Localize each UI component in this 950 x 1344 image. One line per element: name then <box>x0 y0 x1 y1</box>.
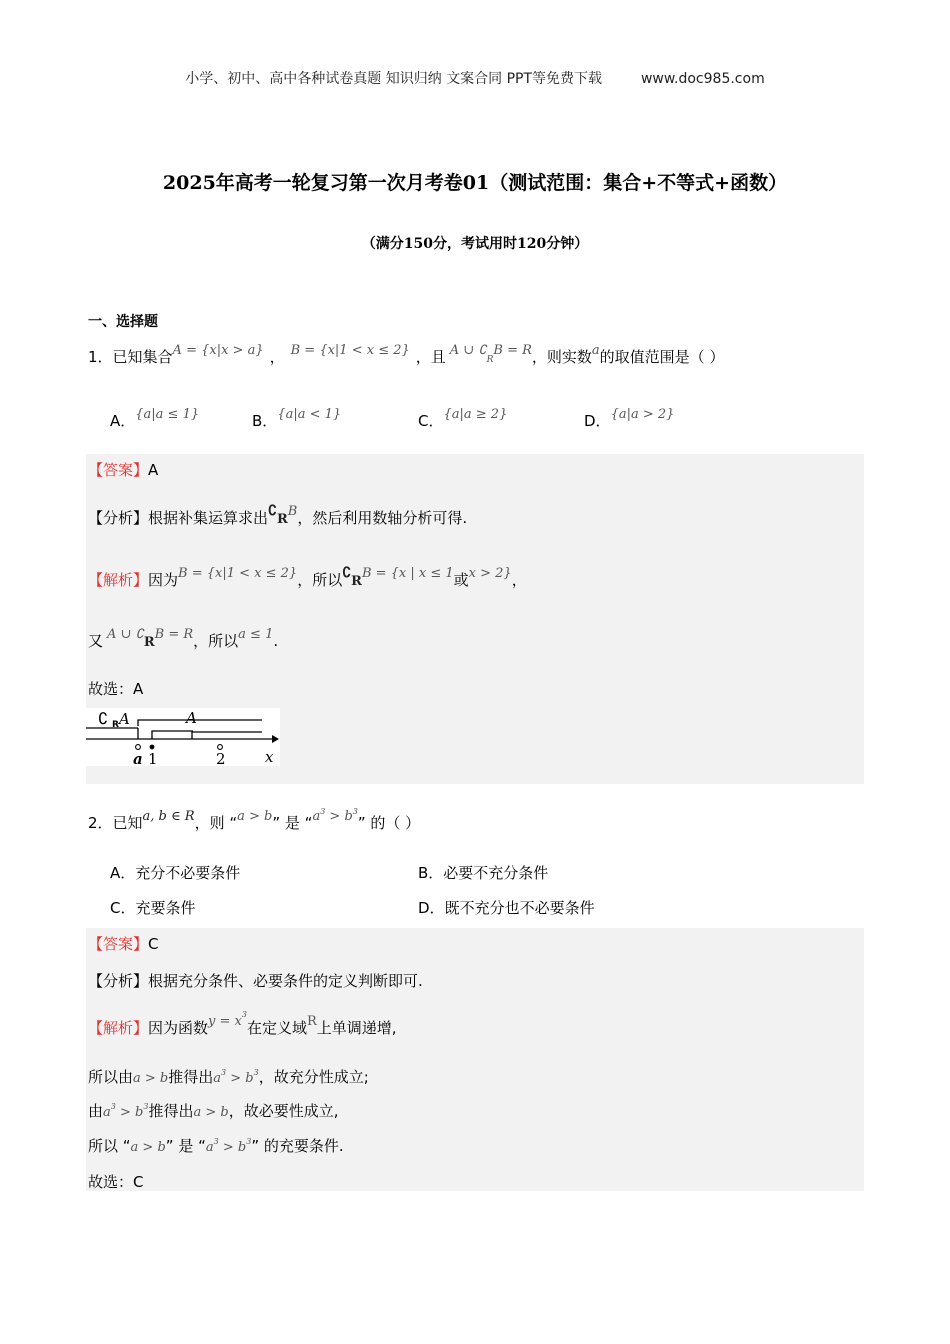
q1-prefix: 1．已知集合 <box>88 348 173 366</box>
label-comp-R: R <box>112 720 119 730</box>
point-2 <box>218 745 223 750</box>
q1-analysis <box>88 503 468 528</box>
q2-sol4-a: a > b <box>130 1140 166 1155</box>
q1-number-line-figure <box>86 708 280 766</box>
q2-stem <box>88 807 421 833</box>
q2-sol2-pre: 所以由 <box>88 1068 134 1086</box>
q2-analysis-text: 根据充分条件、必要条件的定义判断即可. <box>148 972 423 990</box>
axis-x-label: x <box>265 748 274 766</box>
q1-option-d-expr: {a|a > 2} <box>610 407 675 422</box>
q1-option-c-expr: {a|a ≥ 2} <box>443 407 508 422</box>
q2-option-d-text: 既不充分也不必要条件 <box>444 899 595 917</box>
tick-a: a <box>133 750 143 766</box>
q2-answer <box>88 933 159 954</box>
q1-option-d[interactable] <box>584 407 675 431</box>
q2-sol2-end: ，故充分性成立; <box>258 1068 369 1086</box>
q2-c2-exp: 3 <box>320 807 326 816</box>
q2-sol1-mid: 在定义域 <box>246 1019 307 1037</box>
q2-sol4-b2: > b <box>218 1140 247 1155</box>
q1-comma: ， <box>269 348 285 366</box>
q1-sol2-res: a ≤ 1 <box>238 627 274 642</box>
q1-sol2-expr: A ∪ ∁ <box>107 627 144 642</box>
q1-choose: 故选：A <box>88 680 144 698</box>
q2-sol1-exp: 3 <box>241 1010 247 1019</box>
q1-sol-mid: ，所以 <box>297 571 343 589</box>
q2-sol3-end: ，故必要性成立, <box>228 1102 339 1120</box>
q2-sol3-exp1: 3 <box>110 1102 116 1111</box>
q1-analysis-label: 【分析】 <box>88 509 149 527</box>
q1-setB: B = {x|1 < x ≤ 2} <box>290 343 410 358</box>
q2-choose: 故选：C <box>88 1173 144 1191</box>
q2-analysis <box>88 970 423 991</box>
q2-sol2-b: a <box>213 1071 222 1086</box>
q1-answer-label: 【答案】 <box>88 461 149 479</box>
q2-option-b[interactable] <box>418 862 548 883</box>
q1-condB: B = R <box>493 343 532 358</box>
q2-sol1-pre: 因为函数 <box>148 1019 209 1037</box>
tick-2: 2 <box>216 750 226 766</box>
q1-cond: A ∪ ∁ <box>449 343 487 358</box>
q2-given: a, b ∈ R <box>142 809 195 824</box>
q1-sol2-pre: 又 <box>88 632 104 650</box>
q2-sol1-end: 上单调递增, <box>316 1019 397 1037</box>
q1-option-b-label: B． <box>252 412 278 430</box>
q2-option-a-label: A． <box>110 864 136 882</box>
q1-solution-line2 <box>88 627 279 651</box>
q1-tail2: 的取值范围是（ ） <box>599 348 725 366</box>
q1-analysis-B: B <box>287 504 298 519</box>
header-text: 小学、初中、高中各种试卷真题 知识归纳 文案合同 PPT等免费下载 <box>185 71 603 87</box>
q2-mid2: ” 是 “ <box>272 814 313 832</box>
q1-sol-end: ， <box>511 571 527 589</box>
q1-sol2-mid: ，所以 <box>193 632 239 650</box>
q1-analysis-R: R <box>276 512 288 527</box>
q2-option-d-label: D． <box>418 899 445 917</box>
q2-sol3-pre: 由 <box>88 1102 104 1120</box>
q1-mid: ，且 <box>415 348 446 366</box>
q1-option-b-expr: {a|a < 1} <box>277 407 342 422</box>
q2-option-b-label: B． <box>418 864 444 882</box>
q2-sol1-fn: y = x <box>208 1014 242 1029</box>
q2-answer-value: C <box>148 935 159 953</box>
q1-option-d-label: D． <box>584 412 611 430</box>
q2-option-c[interactable] <box>110 897 196 918</box>
point-1 <box>150 745 155 750</box>
q1-var: a <box>591 343 600 358</box>
q1-answer-value: A <box>148 461 159 479</box>
q2-c2: a <box>312 809 321 824</box>
q2-solution-line1 <box>88 1010 397 1038</box>
q1-solution-line1 <box>88 565 527 590</box>
q2-option-b-text: 必要不充分条件 <box>443 864 549 882</box>
q2-sol4-pre: 所以 “ <box>88 1137 131 1155</box>
q2-sol2-mid: 推得出 <box>168 1068 214 1086</box>
q2-sol4-exp2: 3 <box>246 1137 252 1146</box>
q2-solution-line2 <box>88 1066 369 1087</box>
q1-sol-R: R <box>351 574 362 589</box>
q2-analysis-label: 【分析】 <box>88 972 149 990</box>
q2-solution-line4 <box>88 1135 344 1156</box>
q2-solution-line3 <box>88 1100 338 1121</box>
q2-sol4-end: ” 的充要条件. <box>251 1137 344 1155</box>
q1-option-c[interactable] <box>418 407 508 431</box>
section-heading: 一、选择题 <box>88 314 158 330</box>
q2-c2b-exp: 3 <box>352 807 358 816</box>
q2-sol4-b: a <box>205 1140 214 1155</box>
q1-analysis-pre: 根据补集运算求出 <box>148 509 269 527</box>
q2-sol4-exp1: 3 <box>213 1137 219 1146</box>
label-setA: A <box>186 709 197 727</box>
q1-sol-set3: x > 2} <box>468 566 512 581</box>
point-a <box>136 745 141 750</box>
q2-sol3-mid: 推得出 <box>148 1102 194 1120</box>
q2-sol2-exp2: 3 <box>253 1068 259 1077</box>
tick-1: 1 <box>148 750 158 766</box>
page-title: 2025年高考一轮复习第一次月考卷01（测试范围：集合+不等式+函数） <box>162 172 788 194</box>
q2-mid3: ” 的（ ） <box>357 814 421 832</box>
setA-bracket <box>138 720 262 726</box>
q2-sol3-exp2: 3 <box>143 1102 149 1111</box>
q1-analysis-post: ，然后利用数轴分析可得. <box>297 509 468 527</box>
q2-c2b: > b <box>325 809 353 824</box>
q1-sol2-expr2: B = R <box>154 627 194 642</box>
q1-setA: A = {x|x > a} <box>172 343 264 358</box>
label-comp-A: A <box>119 710 130 728</box>
header-site: www.doc985.com <box>640 71 765 87</box>
q2-option-c-text: 充要条件 <box>135 899 196 917</box>
q2-mid1: ，则 “ <box>194 814 238 832</box>
q2-option-a[interactable] <box>110 862 240 883</box>
q2-sol2-a: a > b <box>133 1071 169 1086</box>
q1-sol-comp: ∁ <box>342 565 352 581</box>
page-header <box>0 68 950 88</box>
q2-sol3-a2: > b <box>115 1105 144 1120</box>
q1-answer <box>88 459 158 480</box>
q2-option-d[interactable] <box>418 897 595 918</box>
q1-tail1: ，则实数 <box>531 348 592 366</box>
compA-left-part <box>152 731 193 739</box>
q1-sol2-end: . <box>273 632 279 650</box>
q2-sol3-a: a <box>103 1105 111 1120</box>
q2-c1: a > b <box>237 809 273 824</box>
q2-sol2-exp1: 3 <box>221 1068 227 1077</box>
q2-solution-label: 【解析】 <box>88 1019 149 1037</box>
q1-sol-set: B = {x|1 < x ≤ 2} <box>178 566 298 581</box>
q2-sol1-R: R <box>306 1014 317 1029</box>
number-line-svg <box>86 708 280 766</box>
q1-option-a-expr: {a|a ≤ 1} <box>135 407 200 422</box>
q1-solution-label: 【解析】 <box>88 571 149 589</box>
q2-sol2-b2: > b <box>226 1071 254 1086</box>
q2-prefix: 2．已知 <box>88 814 143 832</box>
q2-sol4-mid: ” 是 “ <box>165 1137 206 1155</box>
q1-sol-set2: B = {x | x ≤ 1 <box>361 566 454 581</box>
q2-sol3-b: a > b <box>193 1105 229 1120</box>
q1-sol-pre: 因为 <box>148 571 179 589</box>
page-subtitle: （满分150分，考试用时120分钟） <box>361 236 589 252</box>
q2-option-a-text: 充分不必要条件 <box>135 864 241 882</box>
q1-option-c-label: C． <box>418 412 444 430</box>
axis-arrow <box>272 735 279 743</box>
q1-stem <box>88 343 725 367</box>
q1-sol-or: 或 <box>453 571 469 589</box>
q1-condR: R <box>486 355 494 365</box>
q2-option-c-label: C． <box>110 899 136 917</box>
q2-answer-label: 【答案】 <box>88 935 149 953</box>
q1-option-a-label: A． <box>110 412 136 430</box>
q1-sol2-R: R <box>143 635 155 650</box>
setA-right-part <box>192 732 262 739</box>
label-comp: ∁ <box>98 709 109 728</box>
q1-analysis-sym: ∁ <box>268 503 277 519</box>
q1-option-a[interactable] <box>110 407 200 431</box>
q1-option-b[interactable] <box>252 407 342 431</box>
